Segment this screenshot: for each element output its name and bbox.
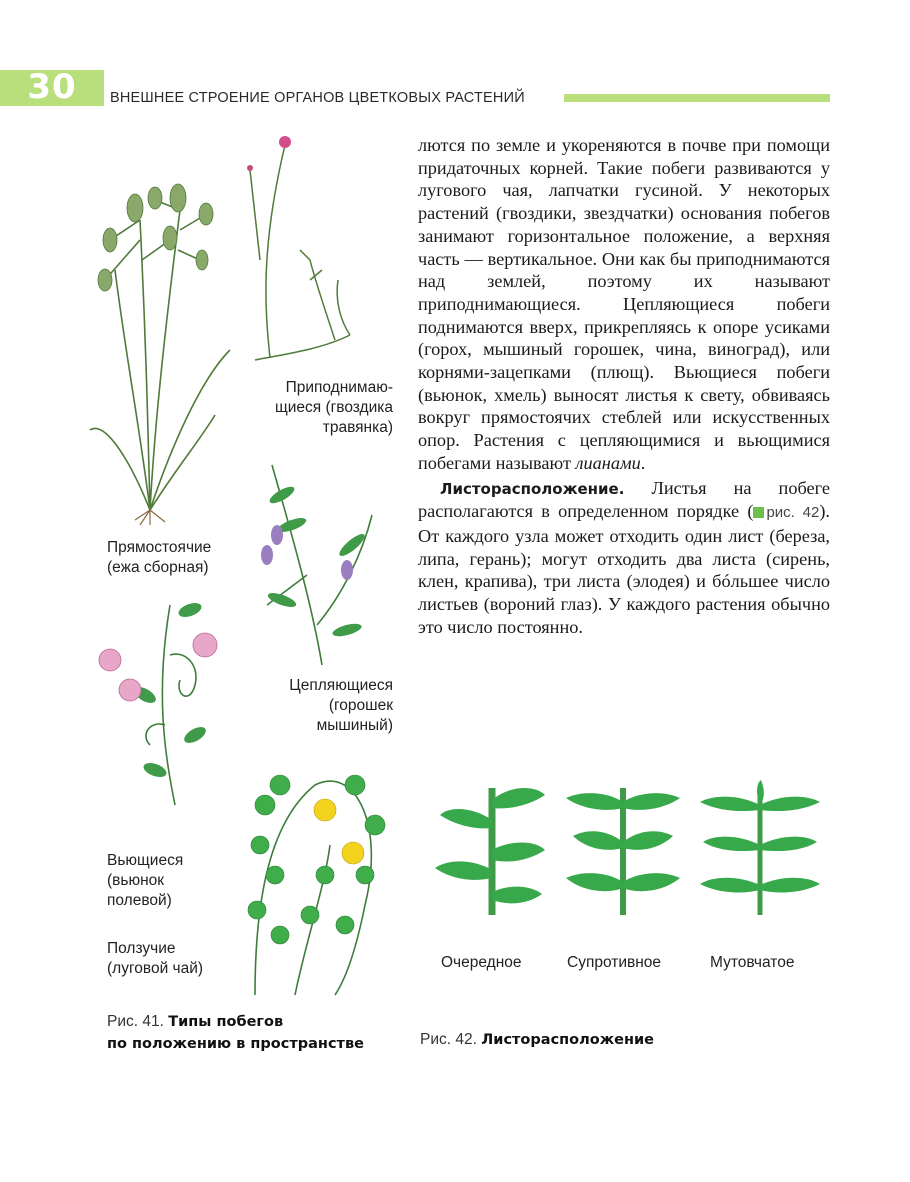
paragraph-1: лются по земле и укореняются в почве при помощи придаточных корней. Такие побеги развиваются у лугового чая, лапчатки гусиной. У некоторых растений (гвоздики, звездчатки) основания побегов занимают горизонтальное положение, а верхняя часть — вертикальное. Они как бы приподнимаются над землей, поэтому их называют приподнимающиеся. Цепляющиеся побеги поднимаются вверх, прикрепляясь к опоре усиками (горох, мышиный горошек, чина, виноград), или корнями-зацепками (плющ). Вьющиеся побеги (вьюнок, хмель) выносят листья к свету, обвиваясь вокруг прямостоячих стеблей или искусственных опор. Растения с цепляющимися и вьющимися побегами называют лианами.: [418, 135, 830, 473]
label-alternate: Очередное: [441, 954, 522, 971]
label-climbing: Цепляющиеся (горошек мышиный): [289, 677, 393, 734]
term-leaf-arrangement: Листорасположение.: [440, 479, 625, 498]
header-accent-line: [564, 94, 830, 102]
moneywort-illustration: [235, 765, 395, 1000]
label-opposite: Супротивное: [567, 954, 662, 971]
page-number: 30: [27, 67, 77, 107]
paragraph-2: Листорасположение. Листья на побеге располагаются в определенном порядке ( рис. 42). От каждого узла может отходить один лист (береза, липа, герань); могут отходить два листа (сирень, клен, крапива), три листа (элодея) и бóльшее число листьев (вороний глаз). У каждого растения обычно это число постоянно.: [418, 477, 830, 637]
orchard-grass-illustration: [80, 180, 240, 520]
label-ascending: Приподнимаю- щиеся (гвоздика травянка): [274, 379, 393, 436]
vetch-illustration: [252, 455, 382, 670]
term-lianas: лианами: [575, 452, 641, 473]
flower-icon: [279, 136, 291, 148]
figure-42-caption: Рис. 42. Листорасположение: [420, 1031, 654, 1048]
bindweed-illustration: [95, 595, 225, 810]
opposite-arrangement-illustration: [558, 780, 688, 920]
alternate-arrangement-illustration: [430, 780, 550, 920]
figure-marker-icon: [753, 507, 764, 518]
whorled-arrangement-illustration: [695, 780, 825, 920]
label-creeping: Ползучие (луговой чай): [107, 940, 204, 977]
label-upright: Прямостоячие (ежа сборная): [107, 539, 212, 576]
label-twining: Вьющиеся (вьюнок полевой): [107, 852, 184, 909]
label-whorled: Мутовчатое: [710, 954, 795, 971]
figure-41-caption: Рис. 41. Типы побегов по положению в пространстве: [107, 1013, 364, 1052]
section-title: ВНЕШНЕЕ СТРОЕНИЕ ОРГАНОВ ЦВЕТКОВЫХ РАСТЕНИЙ: [110, 90, 525, 106]
body-text: [418, 134, 830, 638]
figure-reference[interactable]: рис. 42: [753, 504, 819, 521]
carnation-illustration: [240, 130, 360, 370]
